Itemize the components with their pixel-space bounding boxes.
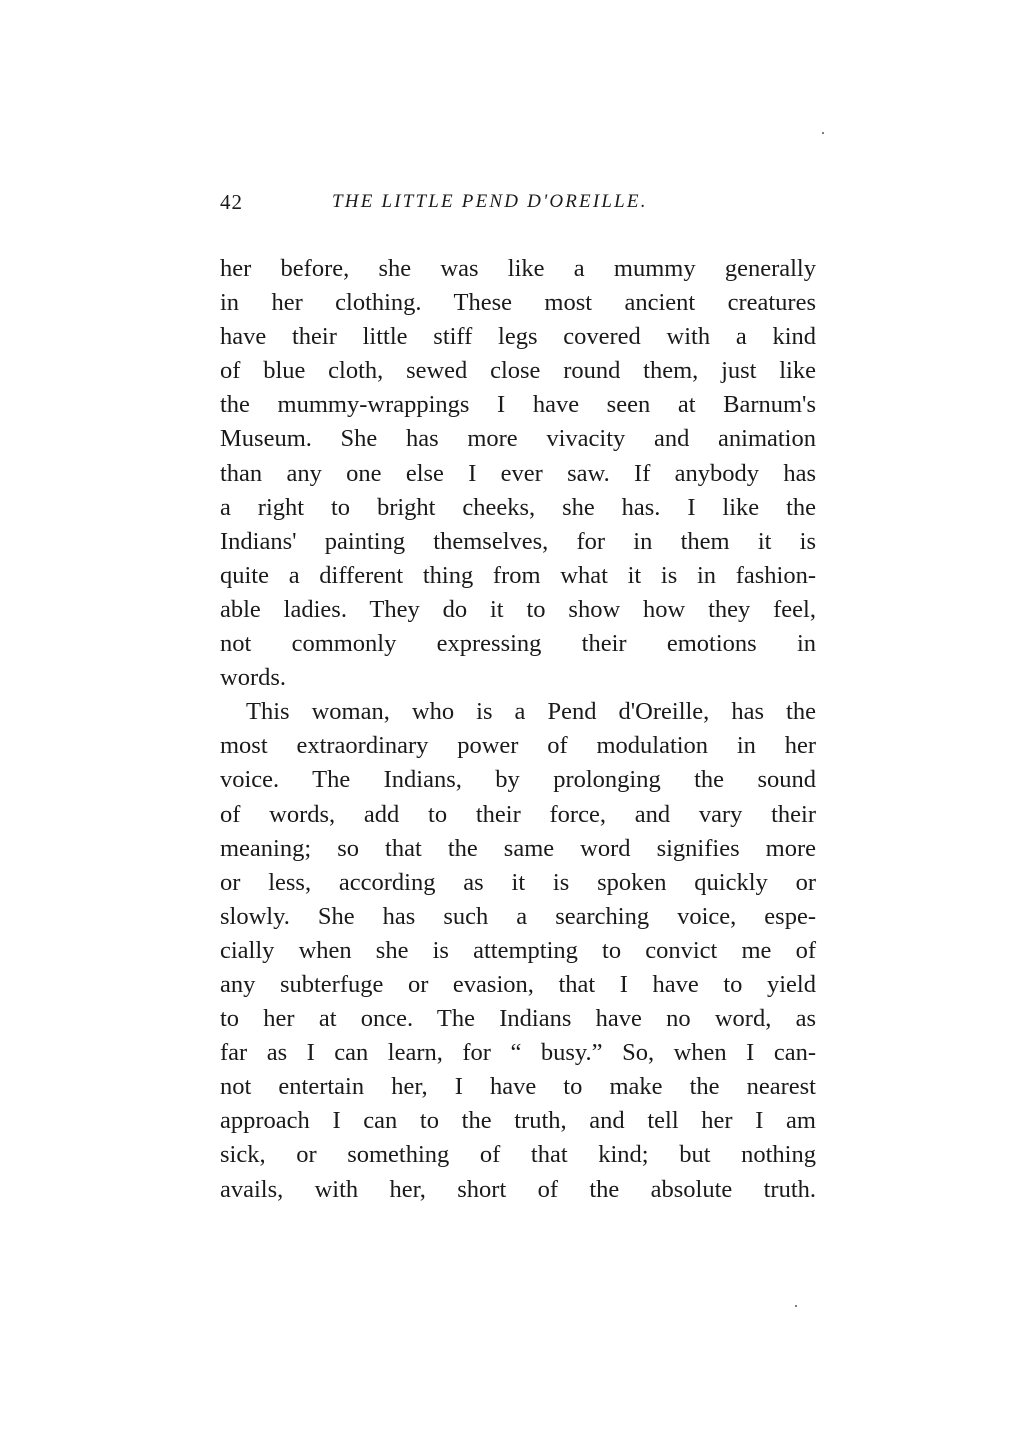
text-line: voice. The Indians, by prolonging the sound (220, 766, 816, 794)
page-number: 42 (220, 190, 243, 214)
text-line: any subterfuge or evasion, that I have to yield (220, 970, 816, 998)
paragraph-2 (220, 695, 816, 1206)
text-line: meaning; so that the same word signifies more (220, 834, 816, 862)
text-line: cially when she is attempting to convict me of (220, 936, 816, 964)
text-line: not entertain her, I have to make the nearest (220, 1073, 816, 1101)
scan-speck (795, 1305, 797, 1307)
text-line: in her clothing. These most ancient creatures (220, 289, 816, 317)
text-line: Indians' painting themselves, for in them it is (220, 527, 816, 555)
text-line: Museum. She has more vivacity and animation (220, 425, 816, 453)
text-line: than any one else I ever saw. If anybody has (220, 459, 816, 487)
text-line: to her at once. The Indians have no word, as (220, 1005, 816, 1033)
text-line: able ladies. They do it to show how they feel, (220, 595, 816, 623)
text-line: most extraordinary power of modulation in her (220, 732, 816, 760)
text-line: words. (220, 664, 287, 692)
text-line: have their little stiff legs covered with a kind (220, 323, 816, 351)
scan-speck (822, 132, 824, 134)
running-title: THE LITTLE PEND D'OREILLE. (332, 191, 648, 212)
text-line: This woman, who is a Pend d'Oreille, has the (246, 698, 816, 726)
text-line: of blue cloth, sewed close round them, just like (220, 357, 816, 385)
text-line: approach I can to the truth, and tell her I am (220, 1107, 816, 1135)
text-line: her before, she was like a mummy generally (220, 255, 816, 282)
text-line: slowly. She has such a searching voice, espe- (220, 902, 816, 930)
text-line: of words, add to their force, and vary their (220, 800, 816, 828)
page-header (220, 190, 820, 220)
text-line: not commonly expressing their emotions in (220, 630, 816, 658)
text-line: sick, or something of that kind; but nothing (220, 1141, 816, 1169)
body-text (220, 252, 816, 1207)
paragraph-1 (220, 252, 816, 695)
text-line: far as I can learn, for “ busy.” So, when I can- (220, 1039, 816, 1067)
text-line: quite a different thing from what it is in fashion- (220, 561, 816, 589)
text-line: the mummy-wrappings I have seen at Barnum's (220, 391, 816, 419)
text-line: a right to bright cheeks, she has. I like the (220, 493, 816, 521)
text-line: avails, with her, short of the absolute truth. (220, 1175, 816, 1203)
text-line: or less, according as it is spoken quickly or (220, 868, 816, 896)
